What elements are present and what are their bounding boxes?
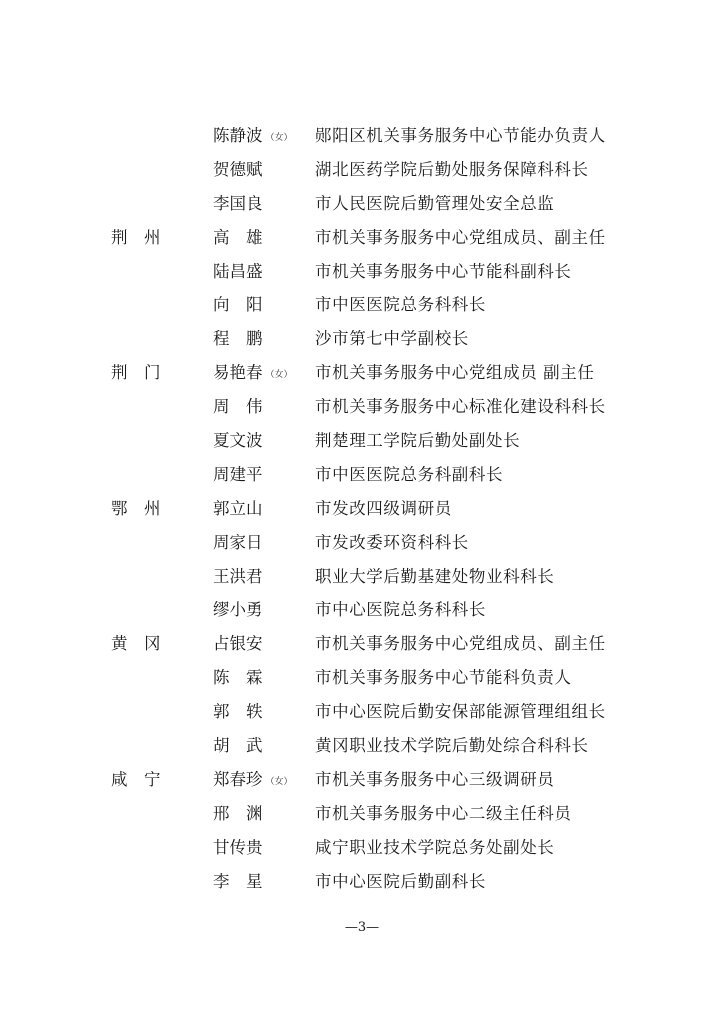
person-name: 周家日 (213, 532, 263, 552)
list-item (0, 322, 724, 356)
person-name-cell (213, 458, 313, 492)
job-title: 沙市第七中学副校长 (315, 329, 469, 349)
list-item (0, 593, 724, 627)
job-title: 市中心医院总务科科长 (315, 600, 486, 620)
person-name-cell (213, 288, 313, 322)
person-name: 邢 渊 (213, 803, 263, 823)
person-name-cell (213, 831, 313, 865)
job-title: 市发改四级调研员 (315, 498, 452, 518)
region-label: 黄 冈 (111, 634, 161, 654)
job-title: 市机关事务服务中心党组成员、副主任 (315, 634, 606, 654)
person-name: 李国良 (213, 193, 263, 213)
person-name: 郑春珍 (213, 769, 263, 789)
person-name: 高 雄 (213, 227, 263, 247)
job-title: 黄冈职业技术学院后勤处综合科科长 (315, 736, 589, 756)
person-name-cell (213, 695, 313, 729)
person-name: 程 鹏 (213, 329, 263, 349)
job-title: 市机关事务服务中心二级主任科员 (315, 803, 572, 823)
job-title: 湖北医药学院后勤处服务保障科科长 (315, 159, 589, 179)
person-name-cell (213, 322, 313, 356)
person-name-cell (213, 255, 313, 289)
list-item (0, 221, 724, 255)
person-name-cell (213, 119, 313, 156)
job-title: 市机关事务服务中心三级调研员 (315, 769, 555, 789)
person-name-cell (213, 221, 313, 255)
job-title: 市中心医院后勤安保部能源管理组组长 (315, 702, 606, 722)
job-title: 咸宁职业技术学院总务处副处长 (315, 837, 555, 857)
list-item (0, 424, 724, 458)
job-title: 市机关事务服务中心党组成员、副主任 (315, 227, 606, 247)
list-item (0, 526, 724, 560)
person-name-cell (213, 627, 313, 661)
list-item (0, 153, 724, 187)
person-name-cell (213, 390, 313, 424)
person-name-cell (213, 424, 313, 458)
job-title: 市机关事务服务中心党组成员 副主任 (315, 363, 595, 383)
region-label: 荆 州 (111, 227, 161, 247)
person-name-cell (213, 797, 313, 831)
person-name-cell (213, 492, 313, 526)
list-item (0, 390, 724, 424)
person-name: 郭 轶 (213, 702, 263, 722)
job-title: 职业大学后勤基建处物业科科长 (315, 566, 555, 586)
person-name: 周 伟 (213, 397, 263, 417)
person-name: 陈 霖 (213, 668, 263, 688)
job-title: 市中心医院后勤副科长 (315, 871, 486, 891)
person-name-cell (213, 661, 313, 695)
list-item (0, 288, 724, 322)
person-name: 甘传贵 (213, 837, 263, 857)
person-name-cell (213, 865, 313, 899)
job-title: 郧阳区机关事务服务中心节能办负责人 (315, 126, 606, 145)
job-title: 荆楚理工学院后勤处副处长 (315, 431, 521, 451)
person-name: 陆昌盛 (213, 261, 263, 281)
person-name-cell (213, 593, 313, 627)
list-item (0, 695, 724, 729)
list-item (0, 797, 724, 831)
list-item (0, 831, 724, 865)
list-item (0, 661, 724, 695)
person-name: 占银安 (213, 634, 263, 654)
list-item (0, 729, 724, 763)
personnel-list (0, 119, 724, 898)
person-name: 郭立山 (213, 498, 263, 518)
person-name-cell (213, 560, 313, 594)
list-item (0, 187, 724, 221)
person-name-cell (213, 187, 313, 221)
list-item (0, 560, 724, 594)
region-label: 荆 门 (111, 363, 161, 383)
list-item (0, 627, 724, 661)
person-name: 王洪君 (213, 566, 263, 586)
list-item (0, 763, 724, 797)
person-name: 李 星 (213, 871, 263, 891)
female-mark: （女） (265, 776, 293, 787)
person-name: 缪小勇 (213, 600, 263, 620)
person-name-cell (213, 356, 313, 393)
female-mark: （女） (265, 133, 293, 143)
person-name: 胡 武 (213, 736, 263, 756)
job-title: 市机关事务服务中心节能科副科长 (315, 261, 572, 281)
job-title: 市机关事务服务中心节能科负责人 (315, 668, 572, 688)
person-name-cell (213, 153, 313, 187)
list-item (0, 458, 724, 492)
region-label: 咸 宁 (111, 769, 161, 789)
person-name: 贺德赋 (213, 159, 263, 179)
female-mark: （女） (265, 370, 293, 381)
person-name: 夏文波 (213, 431, 263, 451)
job-title: 市中医医院总务科副科长 (315, 464, 504, 484)
list-item (0, 119, 724, 153)
list-item (0, 356, 724, 390)
person-name: 陈静波 (213, 126, 263, 145)
list-item (0, 255, 724, 289)
person-name: 易艳春 (213, 363, 263, 383)
person-name-cell (213, 526, 313, 560)
list-item (0, 492, 724, 526)
job-title: 市机关事务服务中心标准化建设科科长 (315, 397, 606, 417)
person-name: 向 阳 (213, 295, 263, 315)
job-title: 市中医医院总务科科长 (315, 295, 486, 315)
job-title: 市人民医院后勤管理处安全总监 (315, 193, 555, 213)
person-name-cell (213, 763, 313, 800)
person-name-cell (213, 729, 313, 763)
job-title: 市发改委环资科科长 (315, 532, 469, 552)
page-number: —3— (344, 920, 380, 935)
list-item (0, 865, 724, 899)
person-name: 周建平 (213, 464, 263, 484)
region-label: 鄂 州 (111, 498, 161, 518)
